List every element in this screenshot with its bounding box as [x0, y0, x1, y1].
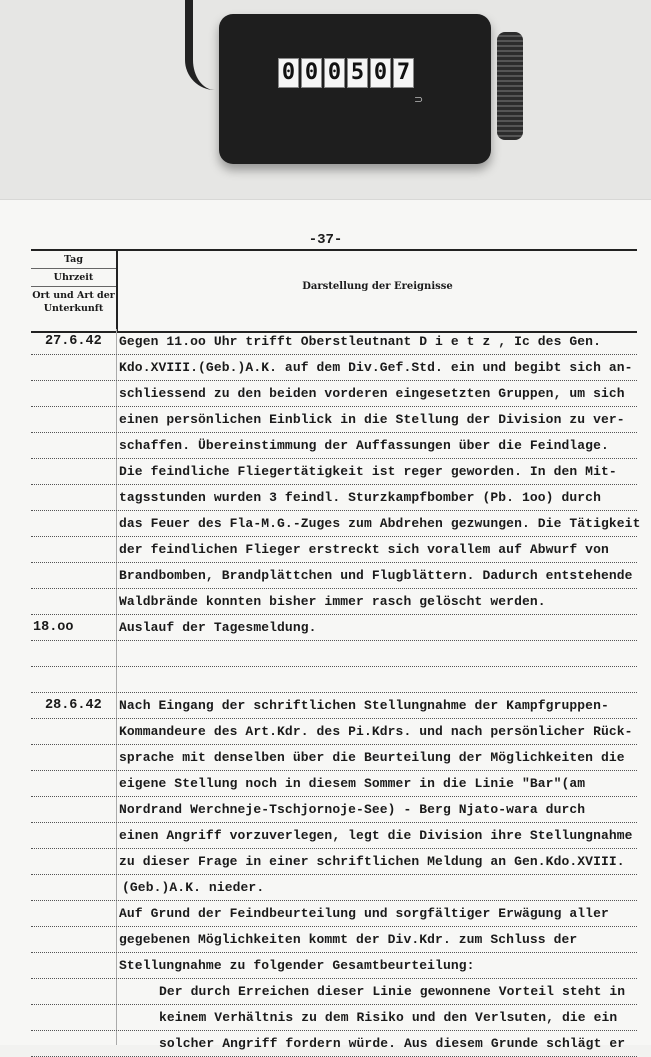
- row-text: das Feuer des Fla-M.G.-Zuges zum Abdrehen gezwungen. Die Tätigkeit: [119, 516, 641, 531]
- table-row: [31, 771, 637, 797]
- header-location-label: Ort und Art der Unterkunft: [32, 290, 115, 314]
- row-text: schaffen. Übereinstimmung der Auffassungen über die Feindlage.: [119, 438, 609, 453]
- row-text: Auf Grund der Feindbeurteilung und sorgfältiger Erwägung aller: [119, 906, 609, 921]
- header-events-label: Darstellung der Ereignisse: [302, 281, 453, 292]
- table-row: [31, 849, 637, 875]
- table-row: [31, 407, 637, 433]
- table-row: [31, 589, 637, 615]
- table-row: [31, 485, 637, 511]
- frame-counter: [219, 14, 491, 164]
- table-row: [31, 329, 637, 355]
- counter-digits: [278, 58, 414, 88]
- row-text: Stellungnahme zu folgender Gesamtbeurteilung:: [119, 958, 475, 973]
- counter-digit: 0: [324, 58, 345, 88]
- table-row: [31, 823, 637, 849]
- counter-digit: 5: [347, 58, 368, 88]
- row-text: schliessend zu den beiden vorderen eingesetzten Gruppen, um sich: [119, 386, 625, 401]
- row-text: einen persönlichen Einblick in die Stellung der Division zu ver-: [119, 412, 625, 427]
- counter-digit: 0: [301, 58, 322, 88]
- counter-wheel: [497, 32, 523, 140]
- page-number: -37-: [308, 232, 343, 248]
- table-row: [31, 927, 637, 953]
- row-text: tagsstunden wurden 3 feindl. Sturzkampfbomber (Pb. 1oo) durch: [119, 490, 601, 505]
- table-row: [31, 641, 637, 667]
- table-row: [31, 615, 637, 641]
- table-row: [31, 1005, 637, 1031]
- row-date: 28.6.42: [45, 698, 102, 713]
- row-date: 27.6.42: [45, 334, 102, 349]
- table-row: [31, 381, 637, 407]
- table-row: [31, 563, 637, 589]
- row-text: eigene Stellung noch in diesem Sommer in die Linie "Bar"(am: [119, 776, 586, 791]
- counter-mark: ⊃: [414, 93, 424, 106]
- header-left-column: [31, 251, 116, 315]
- row-text: solcher Angriff fordern würde. Aus diesem Grunde schlägt er: [159, 1036, 626, 1051]
- row-text: keinem Verhältnis zu dem Risiko und den Verlsuten, die ein: [159, 1010, 618, 1025]
- row-text: Auslauf der Tagesmeldung.: [119, 620, 317, 635]
- table-row: [31, 667, 637, 693]
- row-text: (Geb.)A.K. nieder.: [122, 880, 265, 895]
- row-text: Brandbomben, Brandplättchen und Flugblättern. Dadurch entstehende: [119, 568, 633, 583]
- row-date: 18.oo: [33, 620, 74, 635]
- photo-background: [0, 0, 651, 200]
- table-row: [31, 979, 637, 1005]
- header-day-label: Tag: [31, 251, 116, 269]
- row-text: zu dieser Frage in einer schriftlichen Meldung an Gen.Kdo.XVIII.: [119, 854, 625, 869]
- counter-digit: 7: [393, 58, 414, 88]
- table-row: [31, 433, 637, 459]
- table-row: [31, 719, 637, 745]
- header-time-label: Uhrzeit: [31, 269, 116, 287]
- table-header: [31, 249, 637, 333]
- row-text: Der durch Erreichen dieser Linie gewonnene Vorteil steht in: [159, 984, 626, 999]
- row-text: Die feindliche Fliegertätigkeit ist reger geworden. In den Mit-: [119, 464, 617, 479]
- table-row: [31, 875, 637, 901]
- table-row: [31, 745, 637, 771]
- row-text: Nach Eingang der schriftlichen Stellungnahme der Kampfgruppen-: [119, 698, 609, 713]
- counter-digit: 0: [370, 58, 391, 88]
- table-row: [31, 537, 637, 563]
- row-text: Nordrand Werchneje-Tschjornoje-See) - Berg Njato-wara durch: [119, 802, 586, 817]
- row-text: der feindlichen Flieger erstreckt sich vorallem auf Abwurf von: [119, 542, 609, 557]
- table-row: [31, 1031, 637, 1057]
- table-row: [31, 953, 637, 979]
- table-row: [31, 511, 641, 537]
- table-row: [31, 693, 637, 719]
- row-text: Gegen 11.oo Uhr trifft Oberstleutnant D i e t z , Ic des Gen.: [119, 334, 601, 349]
- table-row: [31, 355, 637, 381]
- row-text: Kdo.XVIII.(Geb.)A.K. auf dem Div.Gef.Std. ein und begibt sich an-: [119, 360, 633, 375]
- table-row: [31, 797, 637, 823]
- table-row: [31, 901, 637, 927]
- row-text: Kommandeure des Art.Kdr. des Pi.Kdrs. und nach persönlicher Rück-: [119, 724, 633, 739]
- row-text: Waldbrände konnten bisher immer rasch gelöscht werden.: [119, 594, 546, 609]
- row-text: gegebenen Möglichkeiten kommt der Div.Kdr. zum Schluss der: [119, 932, 578, 947]
- table-row: [31, 459, 637, 485]
- counter-digit: 0: [278, 58, 299, 88]
- row-text: sprache mit denselben über die Beurteilung der Möglichkeiten die: [119, 750, 625, 765]
- row-text: einen Angriff vorzuverlegen, legt die Division ihre Stellungnahme: [119, 828, 633, 843]
- document-page: [0, 199, 651, 1051]
